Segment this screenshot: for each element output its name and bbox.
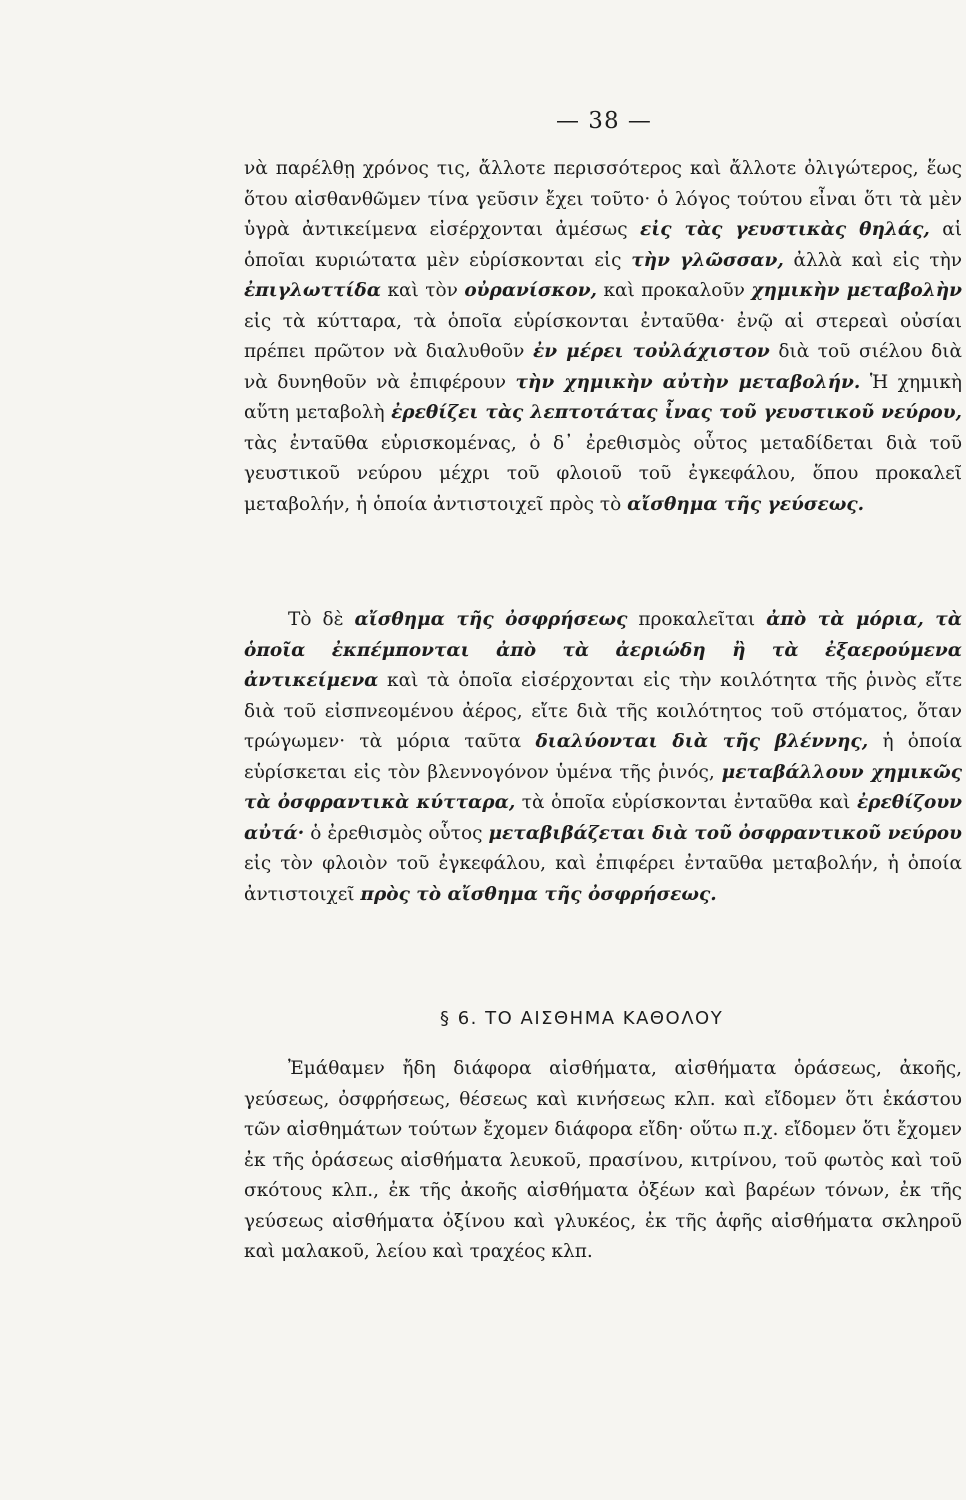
text-run: διὰ τοῦ σιέλου διὰ νὰ δυνηθοῦν νὰ ἐπιφέρουν [244, 341, 962, 393]
emphasis-text: τὴν γλῶσσαν, [631, 249, 784, 271]
emphasis-text: μεταβιβάζεται διὰ τοῦ ὀσφραντικοῦ νεύρου [488, 822, 962, 844]
emphasis-text: αἴσθημα τῆς ὀσφρήσεως [354, 609, 628, 630]
text-run: εἰς τὸν φλοιὸν τοῦ ἐγκεφάλου, καὶ ἐπιφέρει ἐνταῦθα μεταβολήν, ἡ ὁποία ἀντιστοιχεῖ [244, 853, 962, 905]
text-run: ὁ ἐρεθισμὸς οὗτος [310, 822, 483, 844]
text-run: τὰ ὁποῖα εὑρίσκονται ἐνταῦθα καὶ [521, 792, 851, 813]
text-run: τὰς ἐνταῦθα εὑρισκομένας, ὁ δ᾽ ἐρεθισμὸς οὗτος μεταδίδεται διὰ τοῦ γευστικοῦ νεύρου μέχρι τοῦ φλοιοῦ τοῦ ἐγκεφάλου, ὅπου προκαλεῖ μεταβολήν, ἡ ὁποία ἀντιστοιχεῖ πρὸς τὸ [244, 432, 962, 515]
text-run: καὶ προκαλοῦν [603, 280, 745, 301]
paragraph-smell [244, 605, 962, 910]
emphasis-text: ἐρεθίζει τὰς λεπτοτάτας ἶνας τοῦ γευστικοῦ νεύρου, [391, 402, 962, 423]
text-run: ἡ ὁποία εὑρίσκεται εἰς τὸν βλεννογόνον ὑμένα τῆς ῥινός, [244, 731, 962, 783]
emphasis-text: εἰς τὰς γευστικὰς θηλάς, [640, 219, 930, 240]
emphasis-text: ἐπιγλωττίδα [244, 280, 381, 301]
emphasis-text: ἐν μέρει τοὐλάχιστον [532, 341, 770, 362]
text-run: καὶ τὰ ὁποῖα εἰσέρχονται εἰς τὴν κοιλότητα τῆς ῥινὸς εἴτε διὰ τοῦ εἰσπνεομένου ἀέρος, εἴτε διὰ τῆς κοιλότητος τοῦ στόματος, ὅταν τρώγωμεν· τὰ μόρια ταῦτα [244, 670, 962, 752]
text-run: αἱ ὁποῖαι κυριώτατα μὲν εὑρίσκονται εἰς [244, 219, 963, 271]
emphasis-text: αἴσθημα τῆς γεύσεως. [627, 493, 865, 515]
text-run: Τὸ δὲ [288, 609, 344, 630]
page-number: — 38 — [556, 108, 652, 134]
text-run: ἀλλὰ καὶ εἰς τὴν [793, 249, 962, 271]
text-run: νὰ παρέλθῃ χρόνος τις, ἄλλοτε περισσότερος καὶ ἄλλοτε ὀλιγώτερος, ἕως ὅτου αἰσθανθῶμεν τίνα γεῦσιν ἔχει τοῦτο· ὁ λόγος τούτου εἶναι ὅτι τὰ μὲν ὑγρὰ ἀντικείμενα εἰσέρχονται ἀμέσως [244, 158, 962, 240]
emphasis-text: διαλύονται διὰ τῆς βλέννης, [535, 731, 869, 752]
text-run: προκαλεῖται [638, 609, 756, 630]
emphasis-text: ἐρεθίζουν αὐτά· [244, 792, 962, 844]
section-heading: § 6. ΤΟ ΑΙΣΘΗΜΑ ΚΑΘΟΛΟΥ [440, 1008, 724, 1029]
emphasis-text: πρὸς τὸ αἴσθημα τῆς ὀσφρήσεως. [360, 883, 717, 905]
emphasis-text: τὴν χημικὴν αὐτὴν μεταβολήν. [515, 371, 861, 393]
emphasis-text: μεταβάλλουν χημικῶς τὰ ὀσφραντικὰ κύτταρα, [244, 761, 962, 813]
paragraph-text: Ἐμάθαμεν ἤδη διάφορα αἰσθήματα, αἰσθήματα ὁράσεως, ἀκοῆς, γεύσεως, ὀσφρήσεως, θέσεως καὶ κινήσεως κλπ. καὶ εἴδομεν ὅτι ἑκάστου τῶν αἰσθημάτων τούτων ἔχομεν διάφορα εἴδη· οὕτω π.χ. εἴδομεν ὅτι ἔχομεν ἐκ τῆς ὁράσεως αἰσθήματα λευκοῦ, πρασίνου, κιτρίνου, τοῦ φωτὸς καὶ τοῦ σκότους κλπ., ἐκ τῆς ἀκοῆς αἰσθήματα ὀξέων καὶ βαρέων τόνων, ἐκ τῆς γεύσεως αἰσθήματα ὀξίνου καὶ γλυκέος, ἐκ τῆς ἁφῆς αἰσθήματα σκληροῦ καὶ μαλακοῦ, λείου καὶ τραχέος κλπ. [244, 1058, 962, 1262]
text-run: Ἡ χημικὴ αὕτη μεταβολὴ [244, 371, 962, 423]
paragraph-text [244, 605, 962, 910]
paragraph-text [244, 154, 962, 520]
emphasis-text: ἀπὸ τὰ μόρια, τὰ ὁποῖα ἐκπέμπονται ἀπὸ τὰ ἀεριώδη ἢ τὰ ἐξαερούμενα ἀντικείμενα [244, 609, 962, 691]
text-run: καὶ τὸν [387, 280, 458, 301]
paragraph-sensation-general [244, 1054, 962, 1268]
paragraph-taste [244, 154, 962, 520]
emphasis-text: χημικὴν μεταβολὴν [751, 280, 962, 301]
text-run: εἰς τὰ κύτταρα, τὰ ὁποῖα εὑρίσκονται ἐνταῦθα· ἐνῷ αἱ στερεαὶ οὐσίαι πρέπει πρῶτον νὰ διαλυθοῦν [244, 310, 962, 362]
emphasis-text: οὐρανίσκον, [464, 280, 597, 301]
